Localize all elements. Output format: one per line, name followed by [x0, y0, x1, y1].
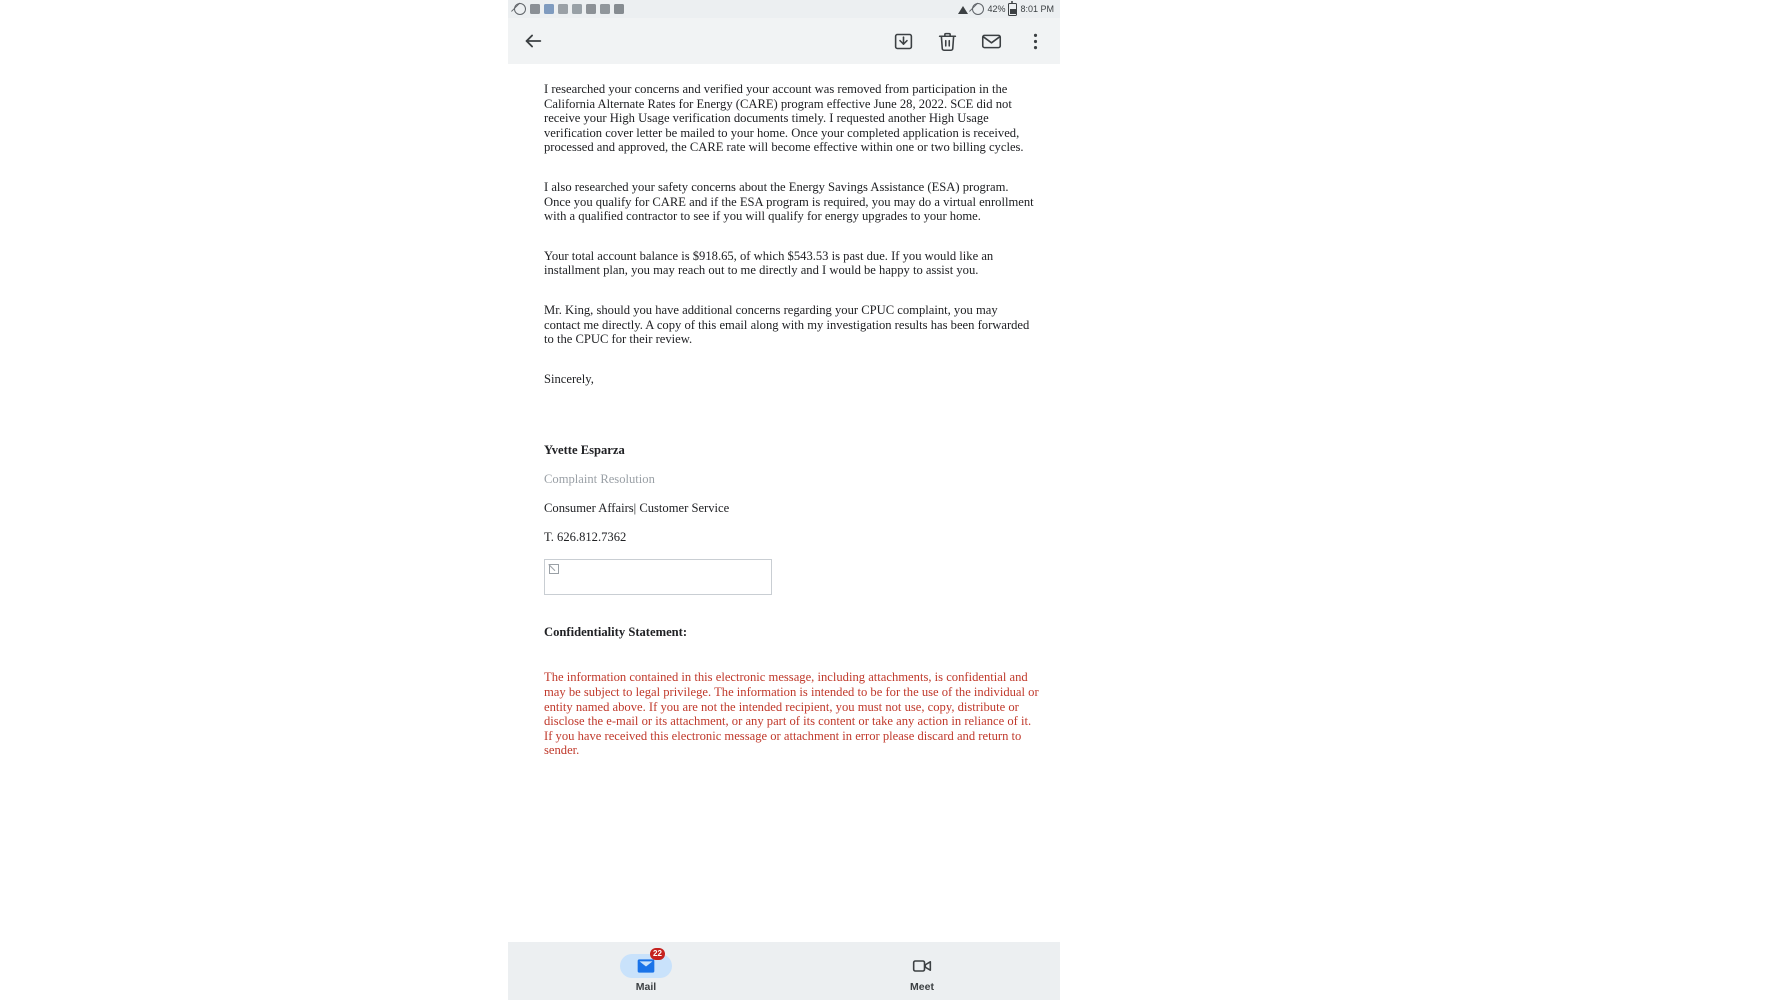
clock-label: 8:01 PM [1020, 4, 1054, 14]
email-signoff: Sincerely, [544, 371, 594, 386]
nav-item-mail[interactable] [591, 948, 701, 993]
signature-name: Yvette Esparza [544, 443, 625, 458]
signature-department: Consumer Affairs| Customer Service [544, 501, 730, 516]
video-camera-icon[interactable] [896, 954, 948, 978]
mail-badge-count: 22 [650, 948, 665, 960]
email-paragraph: I researched your concerns and verified your account was removed from participation in the California Alternate Rates for Energy (CARE) program effective June 28, 2022. SCE did not receive your High Usage verification documents timely. I requested another High Usage verification cover letter be mailed to your home. Once your completed application is received, processed and approved, the CARE rate will become effective within one or two billing cycles. [544, 82, 1024, 155]
app-icon-7 [614, 4, 624, 14]
status-bar-right [958, 3, 1054, 16]
phone-viewport [508, 0, 1060, 1000]
app-bar [508, 18, 1060, 64]
app-icon-3 [558, 4, 568, 14]
trash-icon[interactable] [936, 30, 958, 52]
bottom-navigation [508, 942, 1060, 1000]
mute-icon [972, 3, 984, 15]
app-icon-5 [586, 4, 596, 14]
signature-role: Complaint Resolution [544, 472, 655, 487]
app-icon-2 [544, 4, 554, 14]
email-paragraph: I also researched your safety concerns about the Energy Savings Assistance (ESA) program. Once you qualify for CARE and if the ESA program is required, you may do a virtual enrollment with a qualified contractor to see if you will qualify for energy upgrades to your home. [544, 179, 1034, 224]
do-not-disturb-icon [514, 3, 526, 15]
app-icon-1 [530, 4, 540, 14]
mail-icon[interactable] [980, 30, 1002, 52]
back-arrow-icon[interactable] [522, 30, 544, 52]
email-body[interactable] [508, 64, 1060, 896]
battery-percent-label: 42% [987, 4, 1006, 14]
app-bar-actions [892, 30, 1046, 52]
more-vertical-icon[interactable] [1024, 30, 1046, 52]
confidentiality-text: The information contained in this electronic message, including attachments, is confidential and may be subject to legal privilege. The information is intended to be for the use of the individual or entity named above. If you are not the intended recipient, you must not use, copy, distribute or disclose the e-mail or its attachment, or any part of its content or take any action in reliance of it. If you have received this electronic message or attachment in error please discard and return to sender. [544, 670, 1039, 758]
app-icon-4 [572, 4, 582, 14]
status-bar-left-icons [514, 3, 624, 15]
nav-label-mail: Mail [635, 980, 657, 993]
confidentiality-heading: Confidentiality Statement: [544, 625, 688, 640]
mail-icon[interactable] [620, 948, 672, 978]
battery-icon [1008, 3, 1017, 16]
nav-item-meet[interactable] [867, 954, 977, 993]
email-paragraph: Your total account balance is $918.65, of which $543.53 is past due. If you would like an installment plan, you may reach out to me directly and I would be happy to assist you. [544, 248, 994, 278]
status-bar [508, 0, 1060, 18]
archive-icon[interactable] [892, 30, 914, 52]
wifi-icon [958, 5, 969, 14]
nav-label-meet: Meet [910, 980, 934, 993]
email-paragraph: Mr. King, should you have additional concerns regarding your CPUC complaint, you may contact me directly. A copy of this email along with my investigation results has been forwarded to the CPUC for their review. [544, 302, 1030, 347]
app-icon-6 [600, 4, 610, 14]
signature-phone: T. 626.812.7362 [544, 530, 627, 545]
broken-image-placeholder [544, 559, 772, 595]
